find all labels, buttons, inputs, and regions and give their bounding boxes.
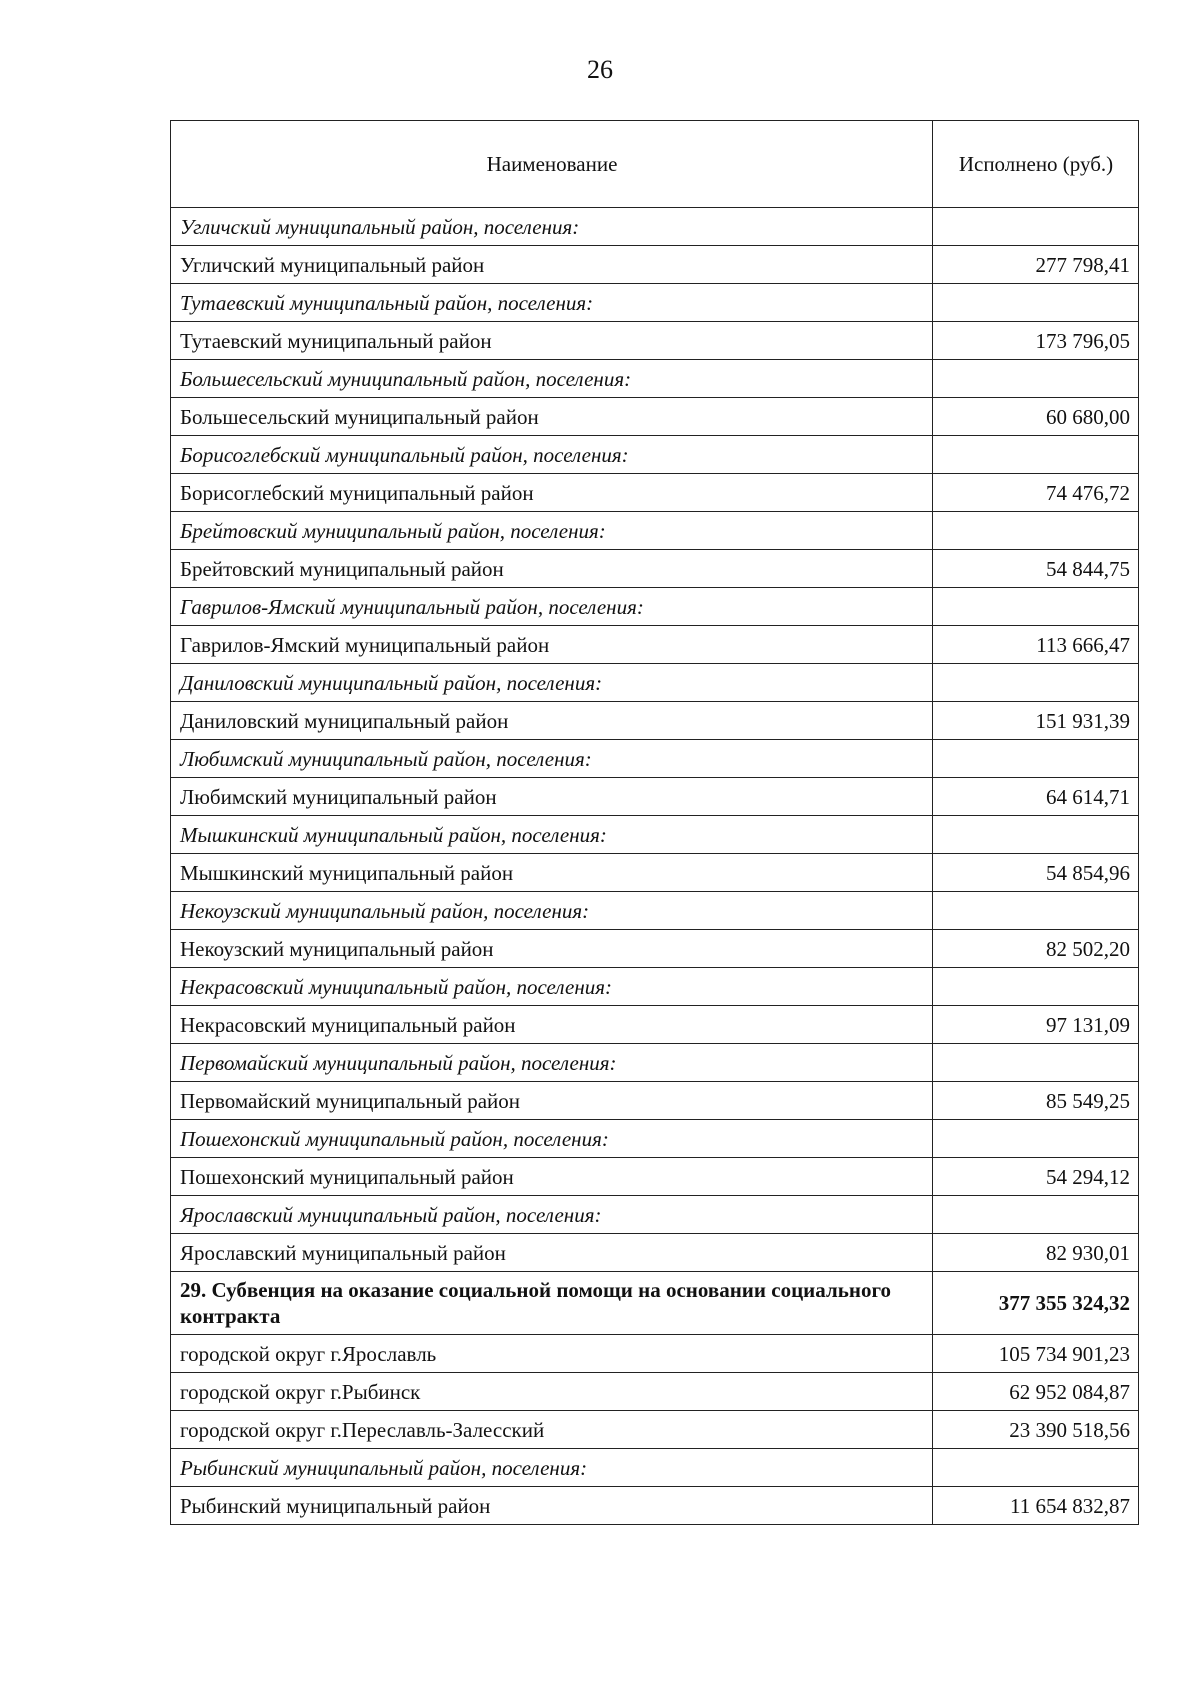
row-name: Пошехонский муниципальный район: [171, 1158, 933, 1196]
table-row: [171, 702, 1139, 740]
table-row: [171, 1234, 1139, 1272]
table-row: [171, 778, 1139, 816]
row-name: Первомайский муниципальный район, поселения:: [171, 1044, 933, 1082]
row-value: [933, 360, 1139, 398]
row-value: 277 798,41: [933, 246, 1139, 284]
table-row-subheader: [171, 664, 1139, 702]
row-value: [933, 664, 1139, 702]
table-row-subheader: [171, 740, 1139, 778]
row-value: [933, 740, 1139, 778]
header-name: Наименование: [171, 121, 933, 208]
report-body: [171, 208, 1139, 1525]
row-name: Ярославский муниципальный район: [171, 1234, 933, 1272]
table-row-subheader: [171, 1044, 1139, 1082]
row-name: Даниловский муниципальный район, поселения:: [171, 664, 933, 702]
table-row-subheader: [171, 284, 1139, 322]
row-value: 151 931,39: [933, 702, 1139, 740]
table-row: [171, 1411, 1139, 1449]
row-value: 173 796,05: [933, 322, 1139, 360]
row-value: 74 476,72: [933, 474, 1139, 512]
row-name: Гаврилов-Ямский муниципальный район, поселения:: [171, 588, 933, 626]
row-name: Мышкинский муниципальный район, поселения:: [171, 816, 933, 854]
row-name: Любимский муниципальный район, поселения:: [171, 740, 933, 778]
row-name: Брейтовский муниципальный район, поселения:: [171, 512, 933, 550]
row-name: Любимский муниципальный район: [171, 778, 933, 816]
table-row: [171, 398, 1139, 436]
row-name: Даниловский муниципальный район: [171, 702, 933, 740]
row-value: [933, 1120, 1139, 1158]
table-row: [171, 930, 1139, 968]
table-row: [171, 246, 1139, 284]
row-name: Некоузский муниципальный район: [171, 930, 933, 968]
row-name: городской округ г.Рыбинск: [171, 1373, 933, 1411]
header-executed: Исполнено (руб.): [933, 121, 1139, 208]
table-row: [171, 322, 1139, 360]
row-value: 11 654 832,87: [933, 1487, 1139, 1525]
row-value: [933, 512, 1139, 550]
row-name: Гаврилов-Ямский муниципальный район: [171, 626, 933, 664]
table-row: [171, 1373, 1139, 1411]
row-name: Некоузский муниципальный район, поселения:: [171, 892, 933, 930]
row-name: Большесельский муниципальный район, поселения:: [171, 360, 933, 398]
table-row: [171, 474, 1139, 512]
table-row: [171, 626, 1139, 664]
row-name: Рыбинский муниципальный район, поселения:: [171, 1449, 933, 1487]
row-name: Некрасовский муниципальный район, поселения:: [171, 968, 933, 1006]
row-value: [933, 1196, 1139, 1234]
row-value: [933, 208, 1139, 246]
row-name: Угличский муниципальный район, поселения:: [171, 208, 933, 246]
row-value: 105 734 901,23: [933, 1335, 1139, 1373]
row-name: Ярославский муниципальный район, поселения:: [171, 1196, 933, 1234]
table-row: [171, 1158, 1139, 1196]
row-value: [933, 1449, 1139, 1487]
row-value: [933, 968, 1139, 1006]
table-row-subheader: [171, 436, 1139, 474]
table-row: [171, 1487, 1139, 1525]
table-row-subheader: [171, 360, 1139, 398]
table-header-row: [171, 121, 1139, 208]
table-row-subheader: [171, 968, 1139, 1006]
row-value: [933, 284, 1139, 322]
row-name: Мышкинский муниципальный район: [171, 854, 933, 892]
table-row: [171, 1335, 1139, 1373]
row-value: 54 844,75: [933, 550, 1139, 588]
row-name: Борисоглебский муниципальный район: [171, 474, 933, 512]
table-row: [171, 550, 1139, 588]
table-row-subheader: [171, 816, 1139, 854]
row-value: [933, 816, 1139, 854]
table-row-subheader: [171, 1449, 1139, 1487]
row-name: Первомайский муниципальный район: [171, 1082, 933, 1120]
row-value: [933, 588, 1139, 626]
row-name: Некрасовский муниципальный район: [171, 1006, 933, 1044]
table-row-subheader: [171, 1196, 1139, 1234]
table-row-total: [171, 1272, 1139, 1335]
row-name: 29. Субвенция на оказание социальной помощи на основании социального контракта: [171, 1272, 933, 1335]
row-value: 23 390 518,56: [933, 1411, 1139, 1449]
row-value: 377 355 324,32: [933, 1272, 1139, 1335]
row-value: 82 502,20: [933, 930, 1139, 968]
row-name: Большесельский муниципальный район: [171, 398, 933, 436]
table-row: [171, 854, 1139, 892]
row-name: Пошехонский муниципальный район, поселения:: [171, 1120, 933, 1158]
row-name: Тутаевский муниципальный район, поселения:: [171, 284, 933, 322]
row-name: городской округ г.Переславль-Залесский: [171, 1411, 933, 1449]
table-row: [171, 1082, 1139, 1120]
table-row-subheader: [171, 512, 1139, 550]
row-name: Рыбинский муниципальный район: [171, 1487, 933, 1525]
table-row-subheader: [171, 588, 1139, 626]
row-name: Тутаевский муниципальный район: [171, 322, 933, 360]
row-value: 54 854,96: [933, 854, 1139, 892]
row-value: [933, 1044, 1139, 1082]
row-value: 97 131,09: [933, 1006, 1139, 1044]
row-value: [933, 436, 1139, 474]
row-name: городской округ г.Ярославль: [171, 1335, 933, 1373]
row-value: 62 952 084,87: [933, 1373, 1139, 1411]
row-value: 82 930,01: [933, 1234, 1139, 1272]
row-value: [933, 892, 1139, 930]
row-value: 113 666,47: [933, 626, 1139, 664]
row-name: Борисоглебский муниципальный район, поселения:: [171, 436, 933, 474]
row-value: 85 549,25: [933, 1082, 1139, 1120]
row-name: Угличский муниципальный район: [171, 246, 933, 284]
table-row: [171, 1006, 1139, 1044]
row-value: 60 680,00: [933, 398, 1139, 436]
row-value: 64 614,71: [933, 778, 1139, 816]
table-row-subheader: [171, 892, 1139, 930]
table-row-subheader: [171, 208, 1139, 246]
row-name: Брейтовский муниципальный район: [171, 550, 933, 588]
report-table: [170, 120, 1139, 1525]
row-value: 54 294,12: [933, 1158, 1139, 1196]
page-number: 26: [587, 55, 613, 84]
table-row-subheader: [171, 1120, 1139, 1158]
